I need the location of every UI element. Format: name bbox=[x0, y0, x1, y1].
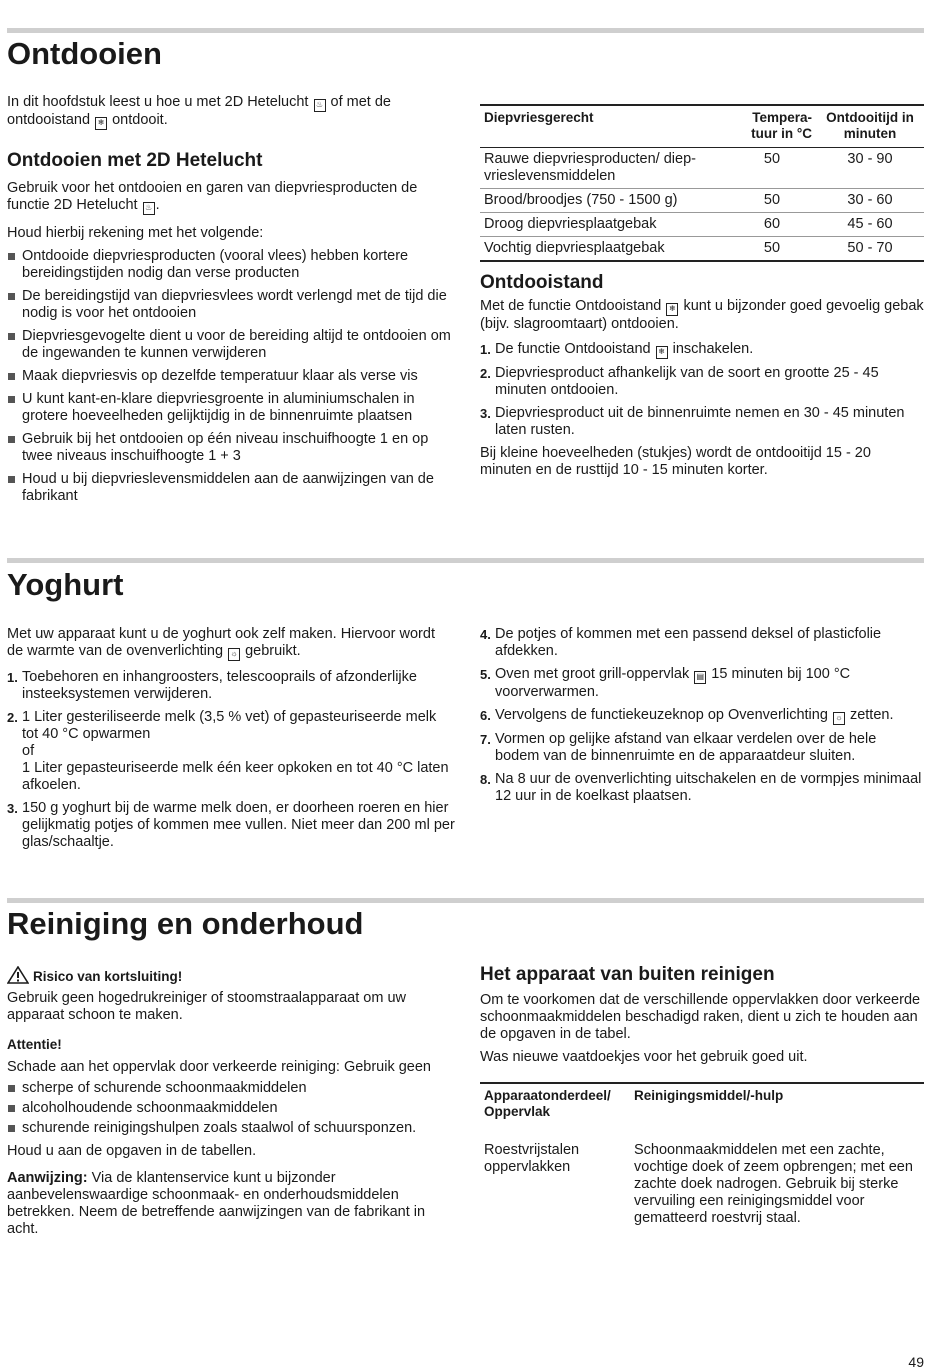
table-header: Apparaatonderdeel/ Oppervlak bbox=[480, 1083, 630, 1126]
table-cell: Rauwe diepvriesproducten/ diep-vrieslevensmiddelen bbox=[480, 148, 728, 189]
defrost-icon: ❄ bbox=[95, 117, 107, 130]
table-cell: 50 bbox=[728, 237, 816, 262]
step-item: 3. Diepvriesproduct uit de binnenruimte nemen en 30 - 45 minuten laten rusten. bbox=[480, 405, 905, 438]
list-item: Gebruik bij het ontdooien op één niveau inschuifhoogte 1 en op twee niveaus inschuifhoogte 1 + 3 bbox=[7, 431, 455, 465]
reiniging-left-column bbox=[7, 966, 455, 1244]
subsection-title-2d-hetelucht: Ontdooien met 2D Hetelucht bbox=[7, 150, 263, 171]
table-cell: Droog diepvriesplaatgebak bbox=[480, 213, 728, 237]
cleaning-paragraph: Om te voorkomen dat de verschillende oppervlakken door verkeerde schoonmaakmiddelen beschadigd raken, dient u zich te houden aan de opgaven in de tabel. bbox=[480, 992, 921, 1042]
list-item: Diepvriesgevogelte dient u voor de bereiding altijd te ontdooien om de ingewanden te kunnen verwijderen bbox=[7, 328, 455, 362]
attention-heading: Attentie! bbox=[7, 1037, 62, 1052]
oven-light-icon: ☼ bbox=[833, 712, 845, 725]
list-item: schurende reinigingshulpen zoals staalwol of schuursponzen. bbox=[7, 1120, 455, 1137]
list-item: U kunt kant-en-klare diepvriesgroente in aluminiumschalen in grotere hoeveelheden gelijktijdig in de binnenruimte plaatsen bbox=[7, 391, 455, 425]
table-cell: Schoonmaakmiddelen met een zachte, vochtige doek of zeem opbrengen; met een zachte doek nadrogen. Gebruik bij sterke vervuiling een reinigingsmiddel voor gematteerd roestvrij staal. bbox=[634, 1142, 913, 1226]
attention-list bbox=[7, 1080, 455, 1137]
hot-air-2d-icon: ♨ bbox=[143, 202, 155, 215]
tables-note: Houd u aan de opgaven in de tabellen. bbox=[7, 1143, 257, 1159]
list-item: Ontdooide diepvriesproducten (vooral vlees) hebben kortere bereidingstijden nodig dan verse producten bbox=[7, 248, 455, 282]
warning-triangle-icon bbox=[7, 966, 29, 984]
table-row bbox=[480, 213, 924, 237]
yoghurt-steps-right bbox=[480, 626, 924, 805]
list-item: Houd u bij diepvrieslevensmiddelen aan de aanwijzingen van de fabrikant bbox=[7, 471, 455, 505]
table-row bbox=[480, 1126, 924, 1230]
step-item: 4. De potjes of kommen met een passend deksel of plasticfolie afdekken. bbox=[480, 626, 882, 659]
section-rule bbox=[7, 898, 924, 903]
page-number: 49 bbox=[908, 1354, 924, 1370]
table-header: Reinigingsmiddel/-hulp bbox=[630, 1083, 924, 1126]
table-row bbox=[480, 237, 924, 262]
ontdooistand-steps bbox=[480, 341, 924, 439]
cleaning-table bbox=[480, 1082, 924, 1230]
step-item: 2. 1 Liter gesteriliseerde melk (3,5 % vet) of gepasteuriseerde melk tot 40 °C opwarmen of 1 Liter gepasteuriseerde melk één keer opkoken en tot 40 °C laten afkoelen. bbox=[7, 709, 449, 793]
table-cell: 30 - 60 bbox=[816, 189, 924, 213]
defrost-icon: ❄ bbox=[666, 303, 678, 316]
section-rule bbox=[7, 28, 924, 33]
step-item: 2. Diepvriesproduct afhankelijk van de soort en grootte 25 - 45 minuten ontdooien. bbox=[480, 365, 879, 398]
defrost-icon: ❄ bbox=[656, 346, 668, 359]
step-item: 8. Na 8 uur de ovenverlichting uitschakelen en de vormpjes minimaal 12 uur in de koelkast plaatsen. bbox=[480, 771, 922, 804]
yoghurt-left-column bbox=[7, 626, 455, 857]
step-item: 3. 150 g yoghurt bij de warme melk doen, er doorheen roeren en hier gelijkmatig potjes of kommen mee vullen. Niet meer dan 200 ml per glas/schaaltje. bbox=[7, 800, 455, 850]
yoghurt-intro: Met uw apparaat kunt u de yoghurt ook zelf maken. Hiervoor wordt de warmte van de ovenverlichting ☼ gebruikt. bbox=[7, 626, 435, 659]
list-item: scherpe of schurende schoonmaakmiddelen bbox=[7, 1080, 455, 1097]
hetelucht-paragraph: Gebruik voor het ontdooien en garen van diepvriesproducten de functie 2D Hetelucht ♨ . bbox=[7, 180, 418, 213]
table-header: Ontdooitijd in minuten bbox=[816, 105, 924, 148]
table-header: Diepvriesgerecht bbox=[480, 105, 728, 148]
table-header-row bbox=[480, 105, 924, 148]
step-item: 7. Vormen op gelijke afstand van elkaar verdelen over de hele bodem van de binnenruimte en de apparaatdeur sluiten. bbox=[480, 731, 877, 764]
ontdooistand-paragraph: Met de functie Ontdooistand ❄ kunt u bijzonder goed gevoelig gebak (bijv. slagroomtaart) ontdooien. bbox=[480, 298, 924, 332]
ontdooien-left-column bbox=[7, 94, 455, 511]
step-item: 6. Vervolgens de functiekeuzeknop op Ovenverlichting ☼ zetten. bbox=[480, 707, 894, 723]
section-title-yoghurt: Yoghurt bbox=[7, 567, 124, 602]
table-cell: 30 - 90 bbox=[816, 148, 924, 189]
section-title-ontdooien: Ontdooien bbox=[7, 36, 162, 71]
ontdooien-intro: In dit hoofdstuk leest u hoe u met 2D Hetelucht ♨ of met de ontdooistand ❄ ontdooit. bbox=[7, 94, 391, 128]
list-item: Maak diepvriesvis op dezelfde temperatuur klaar als verse vis bbox=[7, 368, 455, 385]
large-grill-icon: ▤ bbox=[694, 671, 706, 684]
table-cell: 60 bbox=[728, 213, 816, 237]
table-row bbox=[480, 189, 924, 213]
table-cell: Roestvrijstalen oppervlakken bbox=[484, 1142, 580, 1175]
warning-heading: Risico van kortsluiting! bbox=[7, 966, 455, 986]
yoghurt-right-column bbox=[480, 626, 924, 811]
list-item: alcoholhoudende schoonmaakmiddelen bbox=[7, 1100, 455, 1117]
defrost-table bbox=[480, 104, 924, 262]
table-cell: 50 bbox=[728, 148, 816, 189]
table-cell: 45 - 60 bbox=[816, 213, 924, 237]
subsection-title-ontdooistand: Ontdooistand bbox=[480, 272, 604, 293]
oven-light-icon: ☼ bbox=[228, 648, 240, 661]
table-header: Tempera-tuur in °C bbox=[728, 105, 816, 148]
list-item: De bereidingstijd van diepvriesvlees wordt verlengd met de tijd die nodig is voor het ontdooien bbox=[7, 288, 455, 322]
subsection-title-buiten-reinigen: Het apparaat van buiten reinigen bbox=[480, 964, 775, 985]
note-paragraph: Aanwijzing: Via de klantenservice kunt u bijzonder aanbevelenswaardige schoonmaak- en onderhoudsmiddelen betrekken. Neem de betreffende aanwijzingen van de fabrikant in acht. bbox=[7, 1170, 426, 1237]
step-item: 1. De functie Ontdooistand ❄ inschakelen. bbox=[480, 341, 754, 357]
section-title-reiniging: Reiniging en onderhoud bbox=[7, 906, 364, 941]
cleaning-note: Was nieuwe vaatdoekjes voor het gebruik goed uit. bbox=[480, 1049, 808, 1065]
ontdooistand-note: Bij kleine hoeveelheden (stukjes) wordt de ontdooitijd 15 - 20 minuten en de rusttijd 10 - 15 minuten korter. bbox=[480, 445, 871, 478]
ontdooien-right-column bbox=[480, 104, 924, 485]
table-cell: Brood/broodjes (750 - 1500 g) bbox=[480, 189, 728, 213]
table-cell: 50 - 70 bbox=[816, 237, 924, 262]
table-row bbox=[480, 148, 924, 189]
warning-text: Gebruik geen hogedrukreiniger of stoomstraalapparaat om uw apparaat schoon te maken. bbox=[7, 990, 406, 1023]
table-cell: 50 bbox=[728, 189, 816, 213]
hetelucht-list bbox=[7, 248, 455, 505]
section-rule bbox=[7, 558, 924, 563]
attention-text: Schade aan het oppervlak door verkeerde reiniging: Gebruik geen bbox=[7, 1059, 431, 1075]
table-header-row bbox=[480, 1083, 924, 1126]
step-item: 5. Oven met groot grill-oppervlak ▤ 15 minuten bij 100 °C voorverwarmen. bbox=[480, 666, 851, 700]
hot-air-2d-icon: ♨ bbox=[314, 99, 326, 112]
table-cell: Vochtig diepvriesplaatgebak bbox=[480, 237, 728, 262]
reiniging-right-column bbox=[480, 964, 924, 1230]
step-item: 1. Toebehoren en inhangroosters, telescooprails of afzonderlijke insteeksystemen verwijderen. bbox=[7, 669, 417, 702]
hetelucht-note: Houd hierbij rekening met het volgende: bbox=[7, 225, 264, 241]
yoghurt-steps-left bbox=[7, 669, 455, 851]
